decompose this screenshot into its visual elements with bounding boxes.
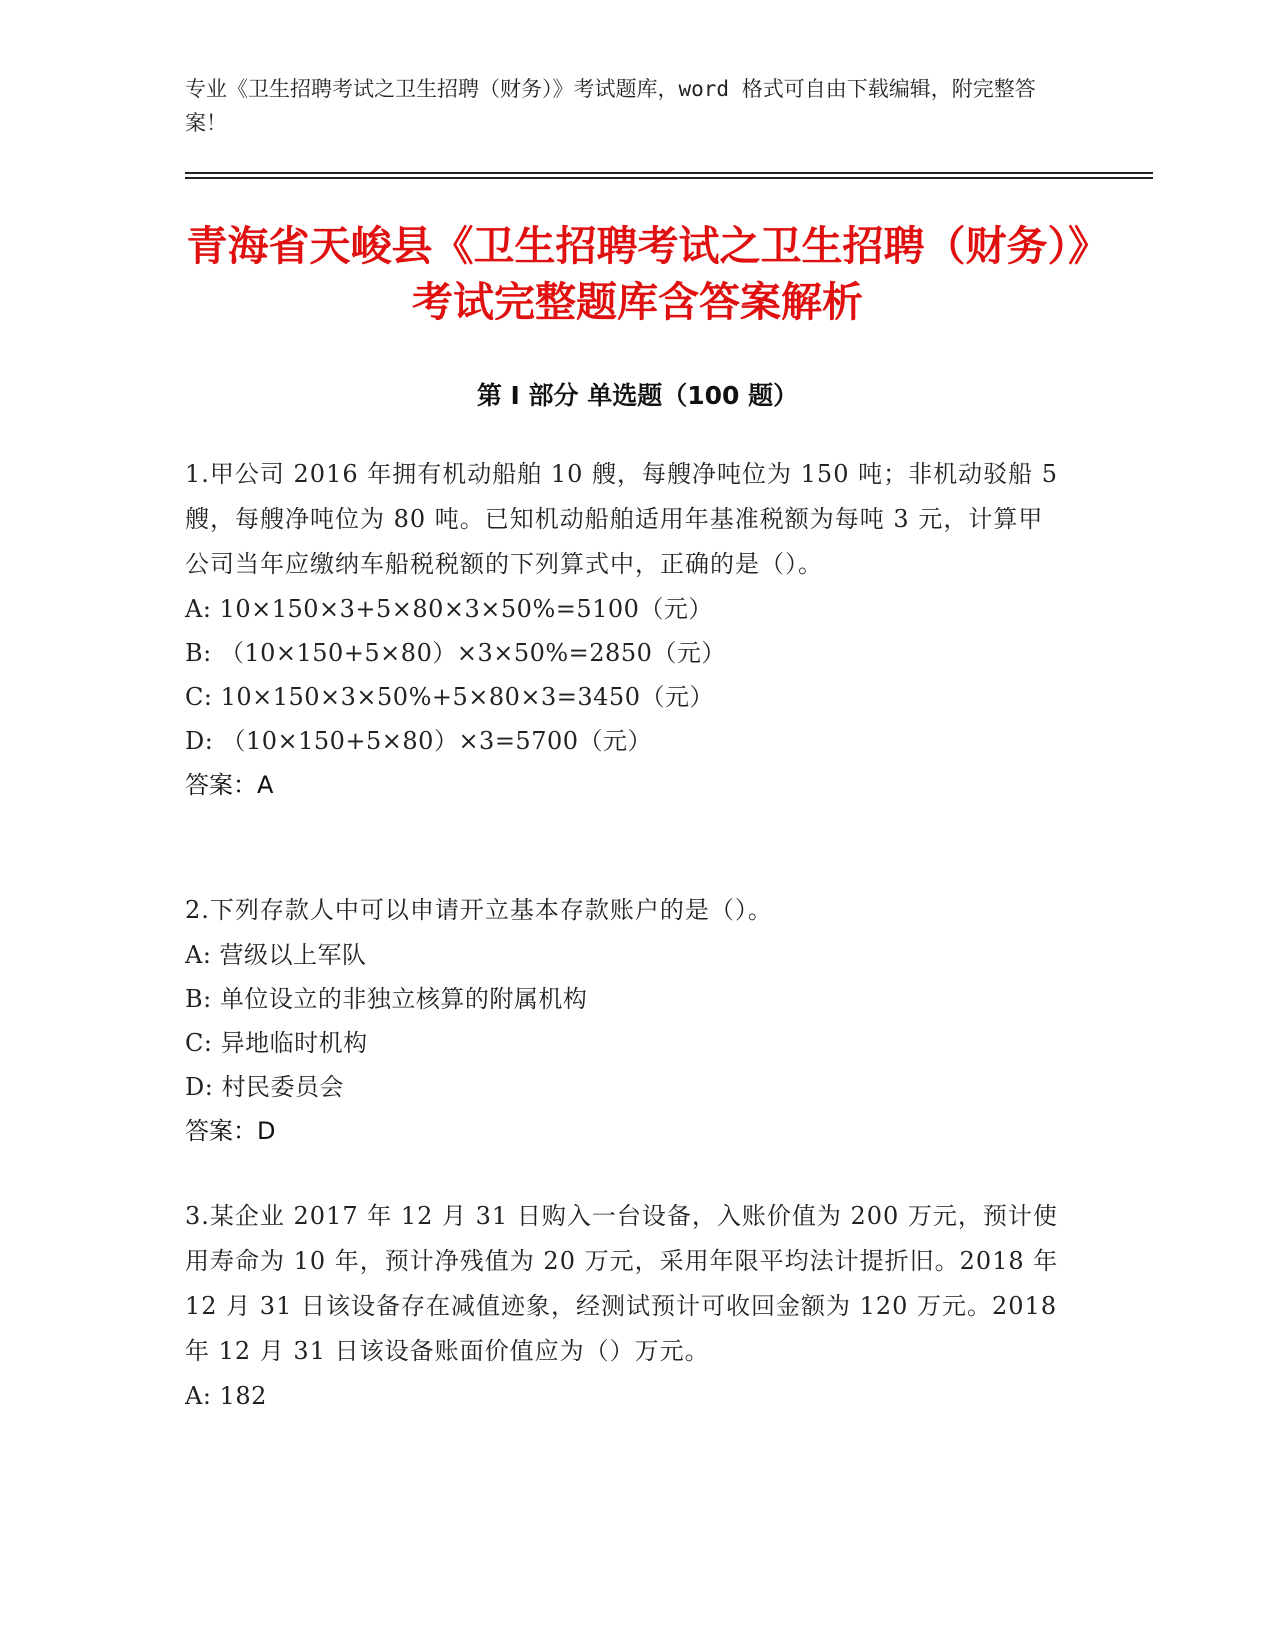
option-b: B: （10×150+5×80）×3×50%=2850（元） (185, 639, 726, 667)
question-3 (185, 1194, 1065, 1418)
option-a: A: 营级以上军队 (185, 941, 367, 969)
option-b: B: 单位设立的非独立核算的附属机构 (185, 985, 588, 1013)
option-c: C: 异地临时机构 (185, 1029, 368, 1057)
document-title: 青海省天峻县《卫生招聘考试之卫生招聘（财务）》考试完整题库含答案解析 (186, 222, 1089, 326)
question-2 (185, 888, 1065, 1153)
section-heading: 第 I 部分 单选题（100 题） (476, 381, 799, 410)
option-a: A: 10×150×3+5×80×3×50%=5100（元） (185, 595, 713, 623)
question-stem: 3.某企业 2017 年 12 月 31 日购入一台设备，入账价值为 200 万元，预计使用寿命为 10 年，预计净残值为 20 万元，采用年限平均法计提折旧。2018 年 12 月 31 日该设备存在减值迹象，经测试预计可收回金额为 120 万元。2018 年 12 月 31 日该设备账面价值应为（）万元。 (185, 1202, 1059, 1365)
option-c: C: 10×150×3×50%+5×80×3=3450（元） (185, 683, 714, 711)
option-a: A: 182 (185, 1382, 267, 1410)
question-stem: 2.下列存款人中可以申请开立基本存款账户的是（）。 (185, 896, 773, 924)
option-d: D: （10×150+5×80）×3=5700（元） (185, 727, 653, 755)
question-stem: 1.甲公司 2016 年拥有机动船舶 10 艘，每艘净吨位为 150 吨；非机动驳船 5 艘，每艘净吨位为 80 吨。已知机动船舶适用年基准税额为每吨 3 元，计算甲公司当年应缴纳车船税税额的下列算式中，正确的是（）。 (185, 460, 1058, 578)
question-1 (185, 452, 1065, 807)
header-note: 专业《卫生招聘考试之卫生招聘（财务）》考试题库，word 格式可自由下载编辑，附完整答案！ (185, 77, 1036, 135)
answer-line: 答案：D (185, 1117, 276, 1145)
answer-line: 答案：A (185, 771, 274, 799)
header-rule-top (185, 172, 1153, 174)
option-d: D: 村民委员会 (185, 1073, 344, 1101)
header-rule-bottom (185, 177, 1153, 179)
